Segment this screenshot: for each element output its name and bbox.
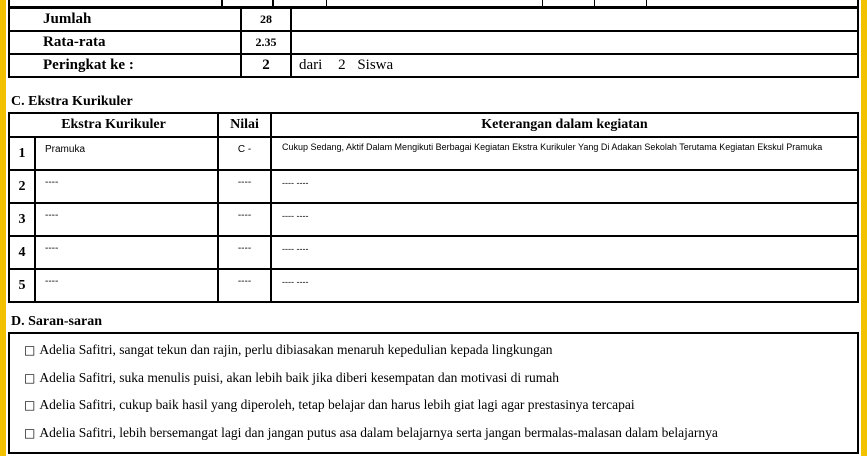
summary-row-rata <box>9 31 858 54</box>
jumlah-value: 28 <box>241 8 291 31</box>
saran-text: Adelia Safitri, lebih bersemangat lagi dan jangan putus asa dalam belajarnya serta jangan bermalas-malasan dalam belajarnya <box>39 425 718 440</box>
row-nilai: ---- <box>218 236 271 269</box>
row-keterangan: Cukup Sedang, Aktif Dalam Mengikuti Berbagai Kegiatan Ekstra Kurikuler Yang Di Adakan Sekolah Terutama Kegiatan Ekskul Pramuka <box>271 137 858 170</box>
list-item <box>24 370 559 386</box>
rata-value: 2.35 <box>241 31 291 54</box>
report-page <box>6 0 861 456</box>
jumlah-label: Jumlah <box>9 8 241 31</box>
summary-row-jumlah <box>9 8 858 31</box>
summary-table <box>8 7 859 78</box>
row-nilai: C - <box>218 137 271 170</box>
table-row <box>9 137 858 170</box>
section-d-title: D. Saran-saran <box>11 314 103 329</box>
row-nilai: ---- <box>218 170 271 203</box>
checkbox-icon: □ <box>24 398 36 412</box>
ekstra-table <box>8 112 859 303</box>
row-keterangan: ---- ---- <box>271 269 858 302</box>
table-row <box>9 170 858 203</box>
ekstra-header-row <box>9 113 858 137</box>
row-number: 1 <box>9 137 35 170</box>
row-number: 3 <box>9 203 35 236</box>
row-nilai: ---- <box>218 269 271 302</box>
row-keterangan: ---- ---- <box>271 236 858 269</box>
list-item <box>24 342 553 358</box>
list-item <box>24 397 635 413</box>
peringkat-detail <box>291 54 858 77</box>
header-keterangan: Keterangan dalam kegiatan <box>271 113 858 137</box>
summary-row-peringkat <box>9 54 858 77</box>
saran-text: Adelia Safitri, suka menulis puisi, akan lebih baik jika diberi kesempatan dan motivasi di rumah <box>39 370 559 385</box>
row-name: ---- <box>35 170 218 203</box>
table-row <box>9 203 858 236</box>
peringkat-value: 2 <box>241 54 291 77</box>
row-number: 5 <box>9 269 35 302</box>
row-number: 4 <box>9 236 35 269</box>
row-name: ---- <box>35 269 218 302</box>
checkbox-icon: □ <box>24 426 36 440</box>
siswa-label: Siswa <box>357 57 394 73</box>
list-item <box>24 425 718 441</box>
total-siswa: 2 <box>338 57 346 73</box>
row-name: Pramuka <box>35 137 218 170</box>
row-keterangan: ---- ---- <box>271 170 858 203</box>
table-row <box>9 236 858 269</box>
saran-text: Adelia Safitri, sangat tekun dan rajin, perlu dibiasakan menaruh kepedulian kepada lingkungan <box>39 342 553 357</box>
row-name: ---- <box>35 203 218 236</box>
header-kegiatan: Ekstra Kurikuler <box>9 113 218 137</box>
saran-box <box>8 332 859 454</box>
peringkat-label: Peringkat ke : <box>9 54 241 77</box>
row-nilai: ---- <box>218 203 271 236</box>
header-nilai: Nilai <box>218 113 271 137</box>
checkbox-icon: □ <box>24 371 36 385</box>
rata-label: Rata-rata <box>9 31 241 54</box>
checkbox-icon: □ <box>24 343 36 357</box>
section-c-title: C. Ekstra Kurikuler <box>11 94 133 109</box>
row-number: 2 <box>9 170 35 203</box>
saran-text: Adelia Safitri, cukup baik hasil yang diperoleh, tetap belajar dan harus lebih giat lagi agar prestasinya tercapai <box>39 397 635 412</box>
table-row <box>9 269 858 302</box>
dari-label: dari <box>299 57 323 73</box>
row-keterangan: ---- ---- <box>271 203 858 236</box>
row-name: ---- <box>35 236 218 269</box>
